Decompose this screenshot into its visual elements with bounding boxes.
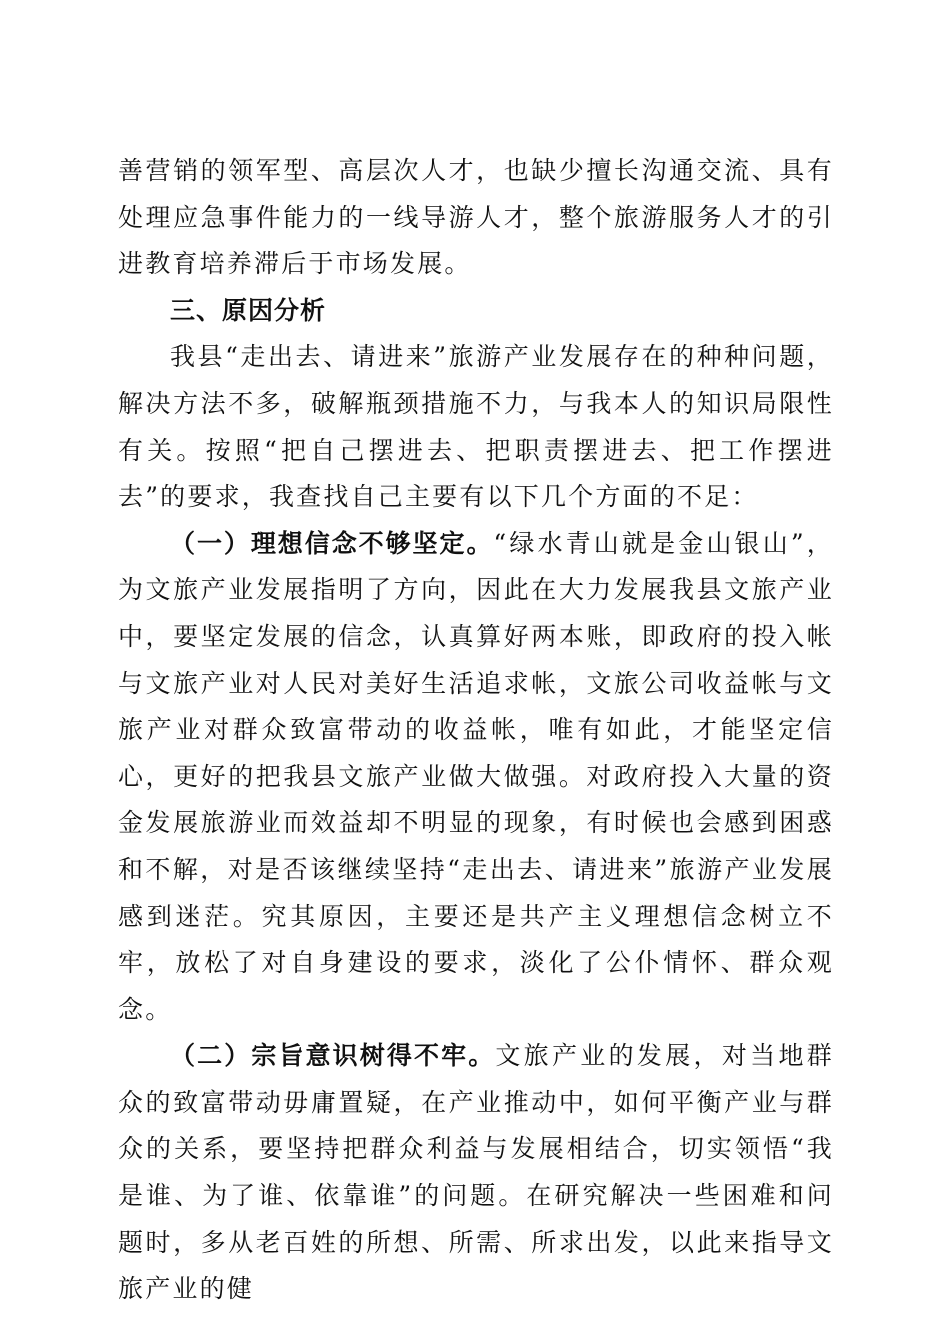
item1-paragraph — [118, 521, 834, 1034]
continued-paragraph: 善营销的领军型、高层次人才，也缺少擅长沟通交流、具有处理应急事件能力的一线导游人才，整个旅游服务人才的引进教育培养滞后于市场发展。 — [118, 156, 834, 279]
item1-heading: （一）理想信念不够坚定。 — [170, 528, 494, 558]
item2-body: 文旅产业的发展，对当地群众的致富带动毋庸置疑，在产业推动中，如何平衡产业与群众的关系，要坚持把群众利益与发展相结合，切实领悟“我是谁、为了谁、依靠谁”的问题。在研究解决一些困难和问题时，多从老百姓的所想、所需、所求出发，以此来指导文旅产业的健 — [118, 1041, 834, 1304]
section-heading: 三、原因分析 — [170, 295, 327, 325]
item2-heading: （二）宗旨意识树得不牢。 — [170, 1041, 496, 1071]
intro-paragraph: 我县“走出去、请进来”旅游产业发展存在的种种问题，解决方法不多，破解瓶颈措施不力，与我本人的知识局限性有关。按照“把自己摆进去、把职责摆进去、把工作摆进去”的要求，我查找自己主要有以下几个方面的不足： — [118, 342, 834, 512]
item1-body: “绿水青山就是金山银山”，为文旅产业发展指明了方向，因此在大力发展我县文旅产业中，要坚定发展的信念，认真算好两本账，即政府的投入帐与文旅产业对人民对美好生活追求帐，文旅公司收益帐与文旅产业对群众致富带动的收益帐，唯有如此，才能坚定信心，更好的把我县文旅产业做大做强。对政府投入大量的资金发展旅游业而效益却不明显的现象，有时候也会感到困惑和不解，对是否该继续坚持“走出去、请进来”旅游产业发展感到迷茫。究其原因，主要还是共产主义理想信念树立不牢，放松了对自身建设的要求，淡化了公仆情怀、群众观念。 — [118, 528, 834, 1024]
document-body — [118, 148, 834, 1313]
item2-paragraph — [118, 1033, 834, 1313]
